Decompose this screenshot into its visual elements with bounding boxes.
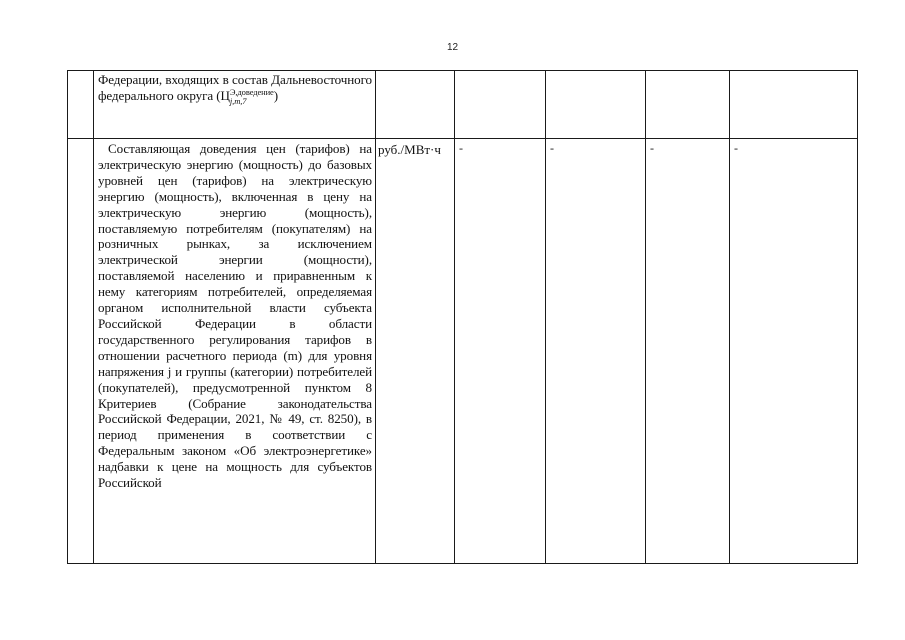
value-cell [730, 71, 858, 139]
description-text: Федерации, входящих в состав Дальневосточного федерального округа [98, 72, 372, 103]
tariff-table [67, 70, 858, 564]
row-number-cell [68, 71, 94, 139]
formula-subscript: j,m,7 [229, 95, 247, 106]
value-cell [455, 139, 546, 564]
formula-superscript: Э,доведение [229, 86, 274, 97]
formula-base: (Ц [216, 87, 230, 103]
table-row [68, 71, 858, 139]
value-cell [730, 139, 858, 564]
value-text: - [459, 141, 463, 155]
description-cell [94, 139, 376, 564]
formula [216, 86, 278, 106]
value-cell [455, 71, 546, 139]
value-cell [546, 71, 646, 139]
page-number: 12 [446, 42, 459, 53]
description-cell [94, 71, 376, 139]
unit-text: руб./МВт·ч [378, 142, 441, 157]
value-text: - [650, 141, 654, 155]
value-cell [646, 139, 730, 564]
description-text: Составляющая доведения цен (тарифов) на электрическую энергию (мощность) до базовых уровней цен (тарифов) на электрическую энергию (мощность), включенная в цену на электрическую энергию (мощность), поставляемую потребителям (покупателям) на розничных рынках, за исключением электрической энергии (мощности), поставляемой населению и приравненным к нему категориям потребителей, определяемая органом исполнительной власти субъекта Российской Федерации в области государственного регулирования тарифов в отношении расчетного периода (m) для уровня напряжения j и группы (категории) потребителей (покупателей), предусмотренной пунктом 8 Критериев (Собрание законодательства Российской Федерации, 2021, № 49, ст. 8250), в период применения в соответствии с Федеральным законом «Об электроэнергетике» надбавки к цене на мощность для субъектов Российской [98, 141, 372, 491]
formula-close: ) [273, 87, 278, 103]
value-cell [546, 139, 646, 564]
value-text: - [734, 141, 738, 155]
value-text: - [550, 141, 554, 155]
unit-cell [376, 71, 455, 139]
unit-cell [376, 139, 455, 564]
row-number-cell [68, 139, 94, 564]
table-row [68, 139, 858, 564]
value-cell [646, 71, 730, 139]
